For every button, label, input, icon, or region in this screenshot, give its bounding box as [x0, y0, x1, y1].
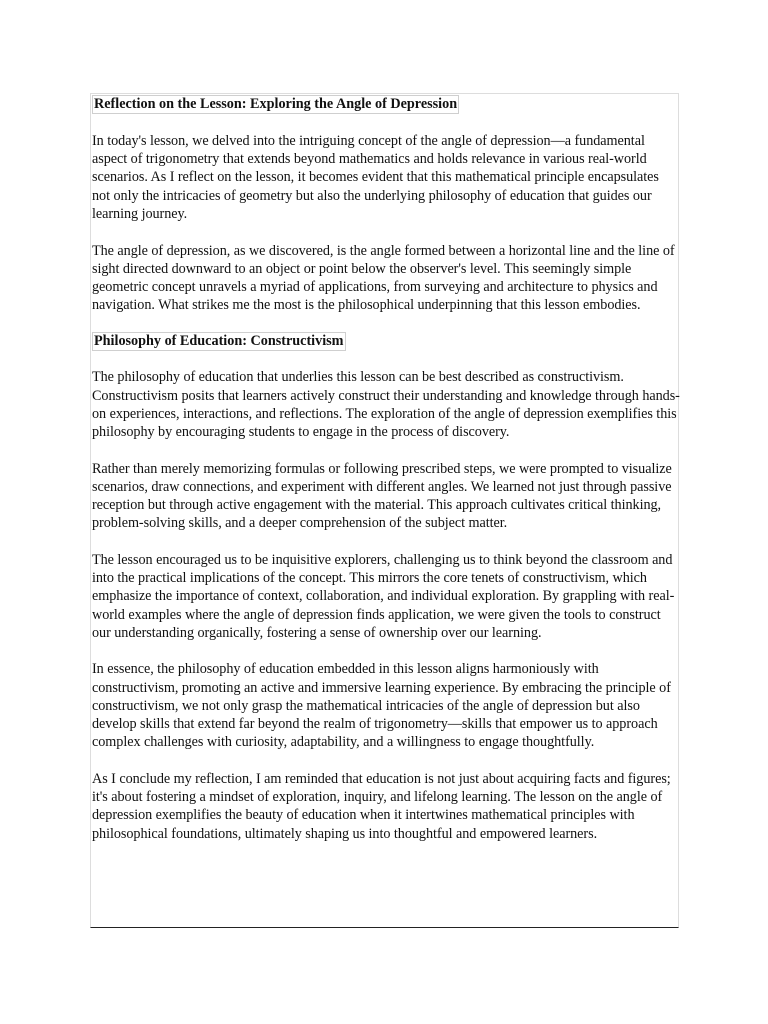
paragraph-section-4: In essence, the philosophy of education embedded in this lesson aligns harmoniously with constructivism, promoting an active and immersive learning experience. By embracing the principle of constructivism, we not only grasp the mathematical intricacies of the angle of depression but also develop skills that extend far beyond the realm of trigonometry—skills that empower us to approach complex challenges with curiosity, adaptability, and a willingness to engage thoughtfully. [92, 661, 671, 751]
paragraph-section-2: Rather than merely memorizing formulas or following prescribed steps, we were prompted to visualize scenarios, draw connections, and experiment with different angles. We learned not just through passive reception but through active engagement with the material. This approach cultivates critical thinking, problem-solving skills, and a deeper comprehension of the subject matter. [92, 460, 672, 532]
paragraph-intro-1: In today's lesson, we delved into the intriguing concept of the angle of depression—a fundamental aspect of trigonometry that extends beyond mathematics and holds relevance in various real-world scenarios. As I reflect on the lesson, it becomes evident that this mathematical principle encapsulates not only the intricacies of geometry but also the underlying philosophy of education that guides our learning journey. [92, 133, 659, 222]
section-heading: Philosophy of Education: Constructivism [94, 333, 344, 350]
section-heading-wrapper [92, 332, 678, 351]
paragraph-section-5: As I conclude my reflection, I am reminded that education is not just about acquiring facts and figures; it's about fostering a mindset of exploration, inquiry, and lifelong learning. The lesson on the angle of depression exemplifies the beauty of education when it intertwines mathematical principles with philosophical foundations, ultimately shaping us into thoughtful and empowered learners. [92, 770, 671, 842]
paragraph-section-1: The philosophy of education that underlies this lesson can be best described as constructivism. Constructivism posits that learners actively construct their understanding and knowledge through hands-on experiences, interactions, and reflections. The exploration of the angle of depression exemplifies this philosophy by encouraging students to engage in the process of discovery. [92, 369, 680, 440]
document-title: Reflection on the Lesson: Exploring the Angle of Depression [94, 96, 458, 112]
paragraph-intro-2: The angle of depression, as we discovered, is the angle formed between a horizontal line and the line of sight directed downward to an object or point below the observer's level. This seemingly simple geometric concept unravels a myriad of applications, from surveying and architecture to physics and navigation. What strikes me the most is the philosophical underpinning that this lesson embodies. [92, 242, 675, 314]
document-page [90, 93, 679, 928]
paragraph-section-3: The lesson encouraged us to be inquisitive explorers, challenging us to think beyond the classroom and into the practical implications of the concept. This mirrors the core tenets of constructivism, which emphasize the importance of context, collaboration, and individual exploration. By grappling with real-world examples where the angle of depression finds application, we were given the tools to construct our understanding organically, fostering a sense of ownership over our learning. [92, 551, 675, 641]
